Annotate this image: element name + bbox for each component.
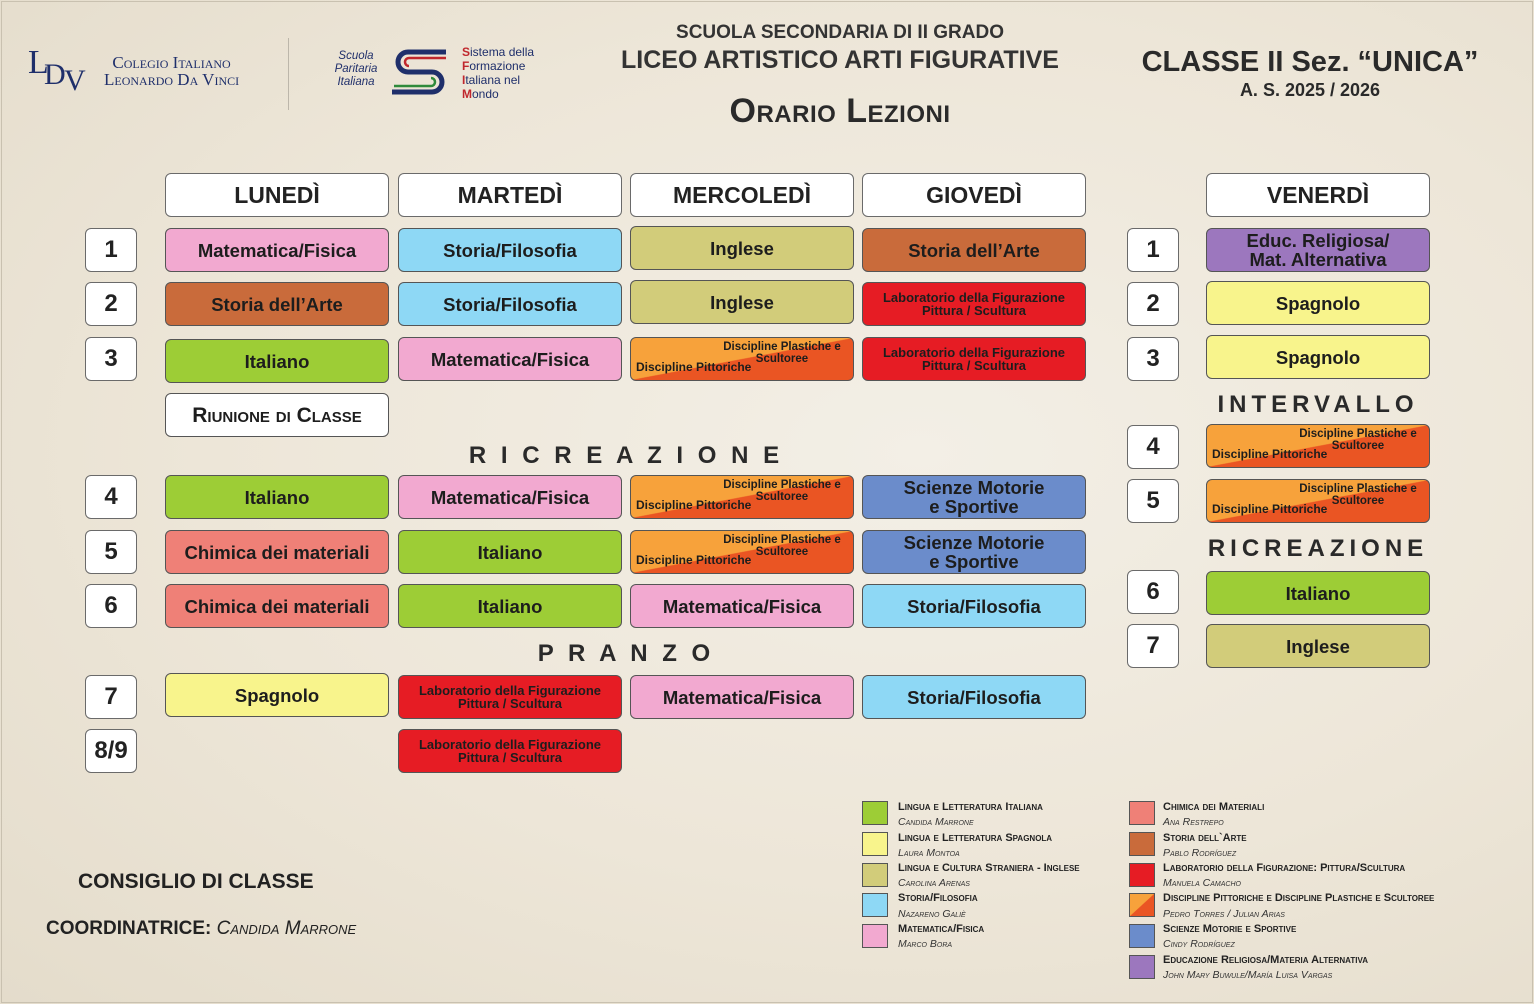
consiglio-title: CONSIGLIO DI CLASSE: [78, 870, 314, 893]
lesson-line: Mat. Alternativa: [1249, 249, 1387, 270]
lesson-line: Discipline Pittoriche: [636, 553, 752, 567]
sistema-logo-icon: [386, 46, 454, 100]
lesson-cell-split: [630, 475, 854, 519]
lesson-line: Laboratorio della Figurazione: [418, 683, 602, 698]
legend-subject: Chimica dei Materiali: [1163, 801, 1265, 813]
legend-swatch: [1129, 832, 1155, 856]
lesson-line: Laboratorio della Figurazione: [882, 345, 1066, 360]
legend-swatch: [862, 924, 888, 948]
lesson-line: Discipline Plastiche e Scultoree: [1299, 428, 1417, 452]
hour-number: 5: [1127, 479, 1179, 523]
lesson-line: Educ. Religiosa/: [1246, 230, 1390, 251]
lesson-cell: Storia/Filosofia: [862, 584, 1086, 628]
legend-swatch: [1129, 955, 1155, 979]
legend-swatch: [862, 863, 888, 887]
lesson-cell: [1206, 228, 1430, 272]
legend-subject: Laboratorio della Figurazione: Pittura/Scultura: [1163, 862, 1406, 874]
lesson-cell: Italiano: [165, 339, 389, 383]
page-title: Orario Lezioni: [729, 92, 951, 130]
lesson-line: Scienze Motorie: [903, 532, 1045, 553]
school-type: SCUOLA SECONDARIA DI II GRADO: [676, 22, 1004, 43]
coordinatrice-label: COORDINATRICE:: [46, 918, 212, 939]
legend-teacher: Candida Marrone: [898, 816, 974, 828]
lesson-line: Discipline Plastiche e Scultoree: [1299, 483, 1417, 507]
separator-pranzo: P R A N Z O: [537, 640, 715, 667]
coordinatrice-name: Candida Marrone: [216, 918, 357, 939]
lesson-cell: Storia dell’Arte: [165, 282, 389, 326]
school-year: A. S. 2025 / 2026: [1239, 80, 1381, 100]
lesson-cell: Matematica/Fisica: [630, 584, 854, 628]
legend-swatch: [1129, 893, 1155, 917]
legend-subject: Lingua e Cultura Straniera - Inglese: [898, 862, 1080, 874]
hour-number: 5: [85, 530, 137, 574]
legend-subject: Discipline Pittoriche e Discipline Plastiche e Scultoree: [1163, 892, 1435, 904]
lesson-line: e Sportive: [929, 496, 1019, 517]
legend-subject: Storia dell`Arte: [1163, 832, 1247, 844]
hour-number: 7: [1127, 624, 1179, 668]
separator-ricreazione-friday: RICREAZIONE: [1207, 535, 1429, 562]
lesson-cell: Italiano: [165, 475, 389, 519]
separator-intervallo: INTERVALLO: [1217, 391, 1419, 418]
lesson-cell: Inglese: [1206, 624, 1430, 668]
legend-teacher: Pedro Torres / Julian Arias: [1163, 908, 1285, 920]
legend-swatch: [862, 801, 888, 825]
legend-teacher: Marco Bora: [898, 938, 953, 950]
legend-teacher: John Mary Buwule/María Luisa Vargas: [1163, 969, 1333, 981]
lesson-cell: Matematica/Fisica: [165, 228, 389, 272]
lesson-line: Pittura / Scultura: [457, 696, 563, 711]
lesson-cell: Storia/Filosofia: [398, 282, 622, 326]
hour-number: 4: [85, 475, 137, 519]
lesson-line: Laboratorio della Figurazione: [418, 737, 602, 752]
hour-number: 8/9: [85, 729, 137, 773]
scuola-paritaria-text: Scuola Paritaria Italiana: [334, 50, 378, 88]
legend-teacher: Cindy Rodríguez: [1163, 938, 1235, 950]
legend-subject: Matematica/Fisica: [898, 923, 985, 935]
lesson-cell: [398, 729, 622, 773]
hour-number: 7: [85, 675, 137, 719]
lesson-cell: Chimica dei materiali: [165, 530, 389, 574]
lesson-line: Pittura / Scultura: [921, 303, 1027, 318]
lesson-line: Discipline Pittoriche: [1212, 447, 1328, 461]
day-header-monday: LUNEDÌ: [165, 173, 389, 217]
legend-teacher: Laura Montoa: [898, 847, 960, 859]
legend-swatch: [1129, 863, 1155, 887]
lesson-cell: Italiano: [398, 584, 622, 628]
legend-teacher: Manuela Camacho: [1163, 877, 1241, 889]
lesson-line: Discipline Pittoriche: [636, 360, 752, 374]
school-name: LICEO ARTISTICO ARTI FIGURATIVE: [621, 46, 1059, 74]
legend-swatch: [1129, 801, 1155, 825]
hour-number: 3: [1127, 337, 1179, 381]
lesson-cell: Spagnolo: [1206, 281, 1430, 325]
lesson-line: Discipline Plastiche e Scultoree: [723, 479, 841, 503]
lesson-cell: [862, 337, 1086, 381]
legend-teacher: Pablo Rodríguez: [1163, 847, 1237, 859]
sistema-formazione-text: Sistema della Formazione Italiana nel Mondo: [462, 45, 535, 101]
lesson-line: Discipline Pittoriche: [636, 498, 752, 512]
legend-swatch: [1129, 924, 1155, 948]
lesson-cell: [862, 282, 1086, 326]
legend-teacher: Carolina Arenas: [898, 877, 970, 889]
colegio-name: Colegio Italiano Leonardo Da Vinci: [104, 53, 240, 89]
hour-number: 2: [85, 282, 137, 326]
lesson-line: Scienze Motorie: [903, 477, 1045, 498]
ldv-logo: L D V: [28, 44, 86, 97]
legend-teacher: Nazareno Galiè: [898, 908, 966, 920]
lesson-cell: Storia/Filosofia: [398, 228, 622, 272]
day-header-friday: VENERDÌ: [1206, 173, 1430, 217]
lesson-cell-split: [630, 530, 854, 574]
lesson-cell-split: [1206, 479, 1430, 523]
lesson-line: Pittura / Scultura: [921, 358, 1027, 373]
lesson-cell: Matematica/Fisica: [630, 675, 854, 719]
lesson-cell: Matematica/Fisica: [398, 337, 622, 381]
lesson-line: Discipline Plastiche e Scultoree: [723, 341, 841, 365]
lesson-cell-split: [1206, 424, 1430, 468]
lesson-cell-split: [630, 337, 854, 381]
legend-swatch: [862, 893, 888, 917]
day-header-wednesday: MERCOLEDÌ: [630, 173, 854, 217]
legend-swatch: [862, 832, 888, 856]
lesson-line: Laboratorio della Figurazione: [882, 290, 1066, 305]
lesson-cell: Spagnolo: [1206, 335, 1430, 379]
legend-subject: Lingua e Letteratura Spagnola: [898, 832, 1053, 844]
lesson-cell: Italiano: [398, 530, 622, 574]
class-name: CLASSE II Sez. “UNICA”: [1141, 46, 1479, 78]
legend-subject: Educazione Religiosa/Materia Alternativa: [1163, 954, 1368, 966]
lesson-cell: [862, 530, 1086, 574]
day-header-thursday: GIOVEDÌ: [862, 173, 1086, 217]
lesson-line: Discipline Pittoriche: [1212, 502, 1328, 516]
legend-teacher: Ana Restrepo: [1163, 816, 1224, 828]
hour-number: 1: [1127, 228, 1179, 272]
lesson-line: e Sportive: [929, 551, 1019, 572]
lesson-line: Pittura / Scultura: [457, 750, 563, 765]
hour-number: 2: [1127, 282, 1179, 326]
lesson-cell: Inglese: [630, 226, 854, 270]
day-header-tuesday: MARTEDÌ: [398, 173, 622, 217]
hour-number: 6: [85, 584, 137, 628]
coordinatrice: [46, 918, 356, 940]
lesson-cell: Spagnolo: [165, 673, 389, 717]
hour-number: 4: [1127, 425, 1179, 469]
lesson-cell: Inglese: [630, 280, 854, 324]
legend-subject: Storia/Filosofia: [898, 892, 978, 904]
lesson-line: Discipline Plastiche e Scultoree: [723, 534, 841, 558]
hour-number: 3: [85, 337, 137, 381]
logo-divider: [288, 38, 289, 110]
lesson-cell: Storia/Filosofia: [862, 675, 1086, 719]
lesson-cell: Storia dell’Arte: [862, 228, 1086, 272]
lesson-cell: [398, 675, 622, 719]
legend-subject: Lingua e Letteratura Italiana: [898, 801, 1043, 813]
hour-number: 1: [85, 228, 137, 272]
lesson-cell: Matematica/Fisica: [398, 475, 622, 519]
legend-subject: Scienze Motorie e Sportive: [1163, 923, 1297, 935]
lesson-cell-riunione: Riunione di Classe: [165, 393, 389, 437]
lesson-cell: Chimica dei materiali: [165, 584, 389, 628]
lesson-cell: [862, 475, 1086, 519]
hour-number: 6: [1127, 570, 1179, 614]
separator-ricreazione: R I C R E A Z I O N E: [468, 442, 784, 469]
lesson-cell: Italiano: [1206, 571, 1430, 615]
